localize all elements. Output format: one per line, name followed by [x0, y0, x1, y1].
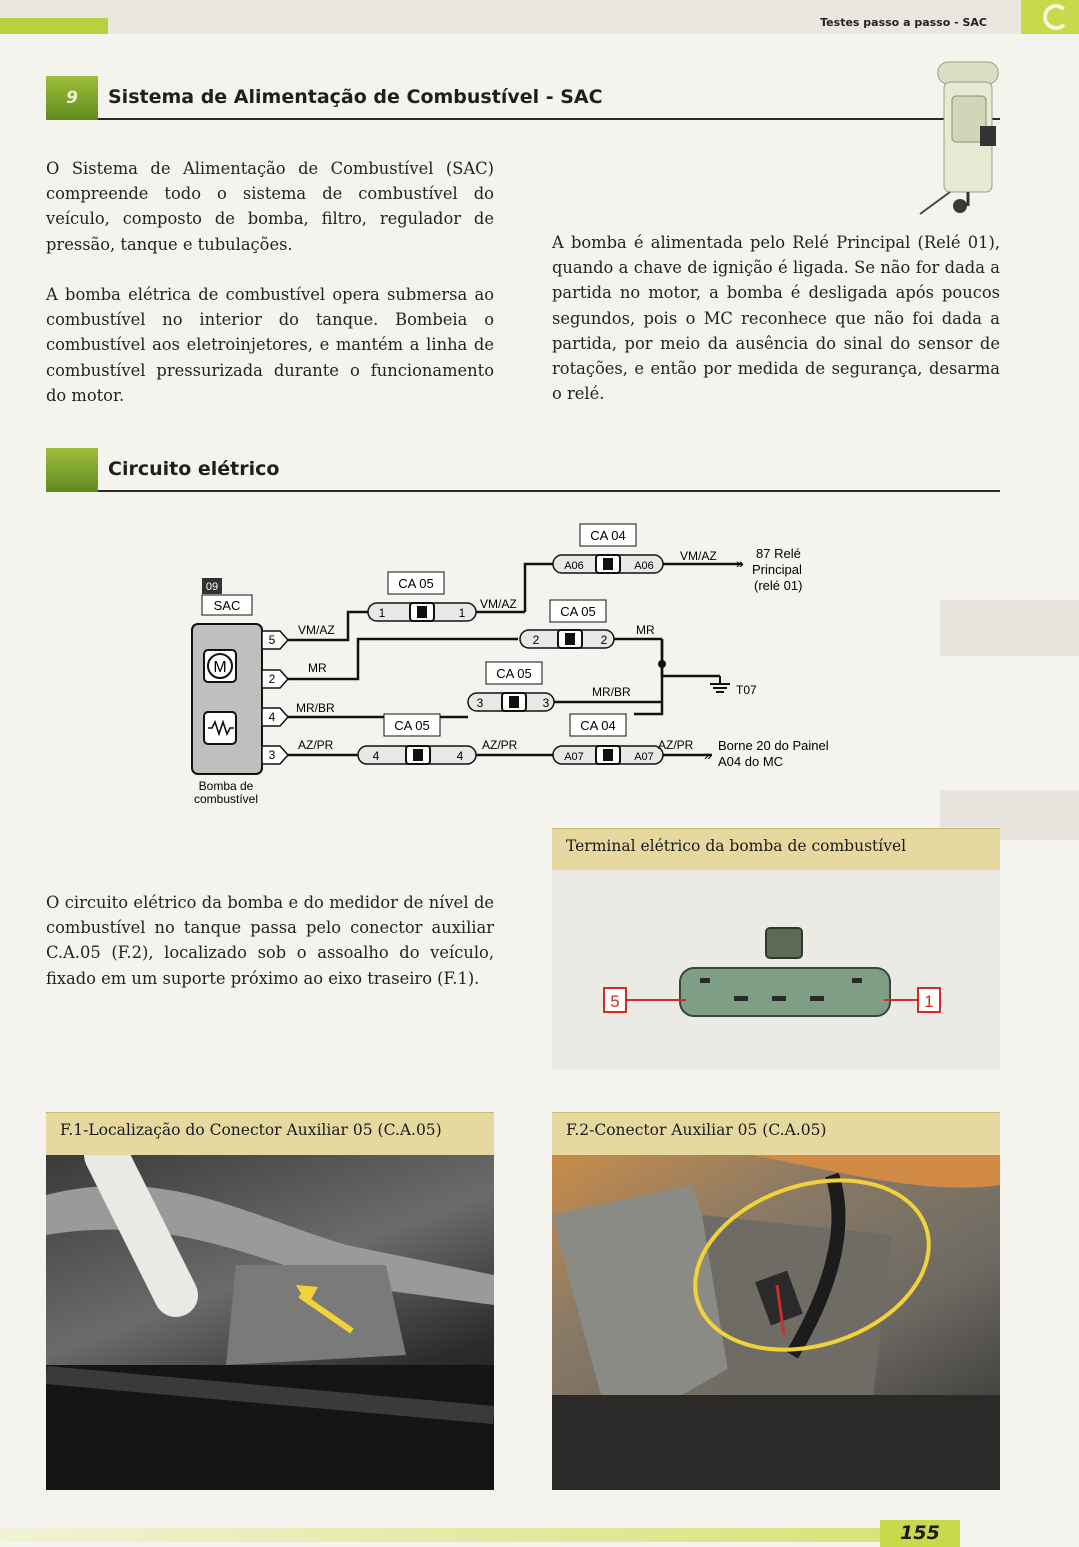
svg-text:A07: A07	[634, 751, 654, 763]
wire-label-mr-2: MR	[636, 623, 655, 637]
photo-connector-closeup	[552, 1155, 1000, 1490]
wire-label-mr-br-2: MR/BR	[592, 685, 631, 699]
svg-text:M: M	[213, 659, 227, 676]
dest-rele-1: 87 Relé	[756, 546, 801, 561]
svg-text:A07: A07	[564, 751, 584, 763]
svg-text:CA 05: CA 05	[496, 666, 532, 681]
pump-name-1: Bomba de	[198, 779, 254, 793]
relay-paragraph: A bomba é alimentada pelo Relé Principal (Relé 01), quando a chave de ignição é ligada. Se não for dada a partida no motor, a bomba é desligada após poucos segundos, pois o MC reconhece que não foi dada a partida, por meio da ausência do sinal do sensor de rotações, e então por medida de segurança, desarma o relé.	[552, 233, 1000, 404]
svg-text:1: 1	[458, 606, 466, 620]
wire-label-vm-az-2: VM/AZ	[480, 597, 517, 611]
svg-text:CA 05: CA 05	[560, 604, 596, 619]
ring-icon	[1043, 4, 1069, 30]
svg-text:4: 4	[456, 749, 464, 763]
photo-caption-f2: F.2-Conector Auxiliar 05 (C.A.05)	[566, 1121, 827, 1139]
wire-label-vm-az-1: VM/AZ	[298, 623, 335, 637]
top-accent-bar	[0, 18, 108, 34]
ca05-connector-2	[520, 600, 614, 648]
pin-3	[262, 746, 288, 764]
svg-text:3: 3	[476, 696, 484, 710]
corner-tab	[1021, 0, 1079, 34]
wire-label-vm-az-3: VM/AZ	[680, 549, 717, 563]
terminal-caption: Terminal elétrico da bomba de combustível	[566, 837, 907, 855]
arrow-rele: »	[736, 555, 744, 571]
footer-bar	[0, 1528, 880, 1542]
svg-text:4: 4	[372, 749, 380, 763]
ground-label: T07	[736, 683, 757, 697]
section-header	[46, 76, 1000, 120]
pump-name-2: combustível	[193, 792, 259, 806]
photo-caption-f2-box	[552, 1112, 1000, 1155]
intro-paragraph: O Sistema de Alimentação de Combustível (SAC) compreende todo o sistema de combustível do veículo, composto de bomba, filtro, regulador de pressão, tanque e tubulações.	[46, 159, 494, 254]
svg-text:CA 04: CA 04	[590, 528, 626, 543]
svg-text:2: 2	[600, 633, 608, 647]
dest-rele-3: (relé 01)	[754, 578, 803, 593]
photo-connector-location	[46, 1155, 494, 1490]
top-bar	[0, 0, 1079, 34]
bleed-through-band	[940, 600, 1079, 656]
fuel-pump-block	[192, 624, 262, 774]
ca05-connector-4	[358, 714, 476, 764]
wire-label-az-pr-3: AZ/PR	[658, 738, 694, 752]
svg-text:5: 5	[268, 633, 276, 647]
svg-text:4: 4	[268, 710, 276, 724]
pump-paragraph: A bomba elétrica de combustível opera submersa ao combustível no interior do tanque. Bombeia o combustível aos eletroinjetores, e mantém a linha de combustível pressurizada durante o funcionamento do motor.	[46, 285, 494, 405]
arrow-painel: »	[704, 747, 712, 763]
terminal-label-5: 5	[610, 992, 620, 1011]
ca05-connector-1	[368, 572, 476, 621]
dest-painel-2: A04 do MC	[718, 754, 784, 769]
ca04-connector-a07	[553, 714, 663, 764]
ca04-connector-a06	[553, 524, 663, 573]
circuit-header	[46, 448, 1000, 492]
svg-text:2: 2	[268, 672, 276, 686]
page-number: 155	[880, 1520, 960, 1547]
ground-icon	[710, 676, 730, 692]
circuit-title: Circuito elétrico	[108, 458, 280, 480]
dest-painel-1: Borne 20 do Painel	[718, 738, 829, 753]
section-number: 9	[46, 76, 98, 120]
wire-label-mr-1: MR	[308, 661, 327, 675]
photo-caption-f1-box	[46, 1112, 494, 1155]
svg-text:3: 3	[542, 696, 550, 710]
sac-tag: SAC	[213, 598, 241, 613]
fuel-pump-illustration	[910, 56, 1010, 226]
pin-4	[262, 708, 288, 726]
svg-text:CA 05: CA 05	[394, 718, 430, 733]
svg-text:3: 3	[268, 748, 276, 762]
section-title: Sistema de Alimentação de Combustível - SAC	[108, 86, 603, 108]
ca05-connector-3	[468, 662, 554, 711]
wire-label-mr-br-1: MR/BR	[296, 701, 335, 715]
svg-text:2: 2	[532, 633, 540, 647]
wire-label-az-pr-1: AZ/PR	[298, 738, 334, 752]
terminal-label-1: 1	[924, 992, 934, 1011]
svg-text:A06: A06	[634, 560, 654, 572]
photo-caption-f1: F.1-Localização do Conector Auxiliar 05 (C.A.05)	[60, 1121, 442, 1139]
wire-label-az-pr-2: AZ/PR	[482, 738, 518, 752]
connector-paragraph: O circuito elétrico da bomba e do medidor de nível de combustível no tanque passa pelo conector auxiliar C.A.05 (F.2), localizado sob o assoalho do veículo, fixado em um suporte próximo ao eixo traseiro (F.1).	[46, 893, 494, 988]
svg-text:1: 1	[378, 606, 386, 620]
circuit-diagram	[180, 516, 860, 816]
terminal-caption-box	[552, 828, 1000, 870]
junction-dot	[658, 660, 666, 668]
sac-code: 09	[205, 581, 219, 593]
pin-5	[262, 631, 288, 649]
terminal-illustration	[552, 870, 1000, 1070]
running-title: Testes passo a passo - SAC	[820, 16, 987, 29]
svg-text:CA 04: CA 04	[580, 718, 616, 733]
pin-2	[262, 670, 288, 688]
page-footer	[0, 1520, 1079, 1547]
svg-text:A06: A06	[564, 560, 584, 572]
svg-text:CA 05: CA 05	[398, 576, 434, 591]
circuit-header-block	[46, 448, 98, 492]
dest-rele-2: Principal	[752, 562, 802, 577]
